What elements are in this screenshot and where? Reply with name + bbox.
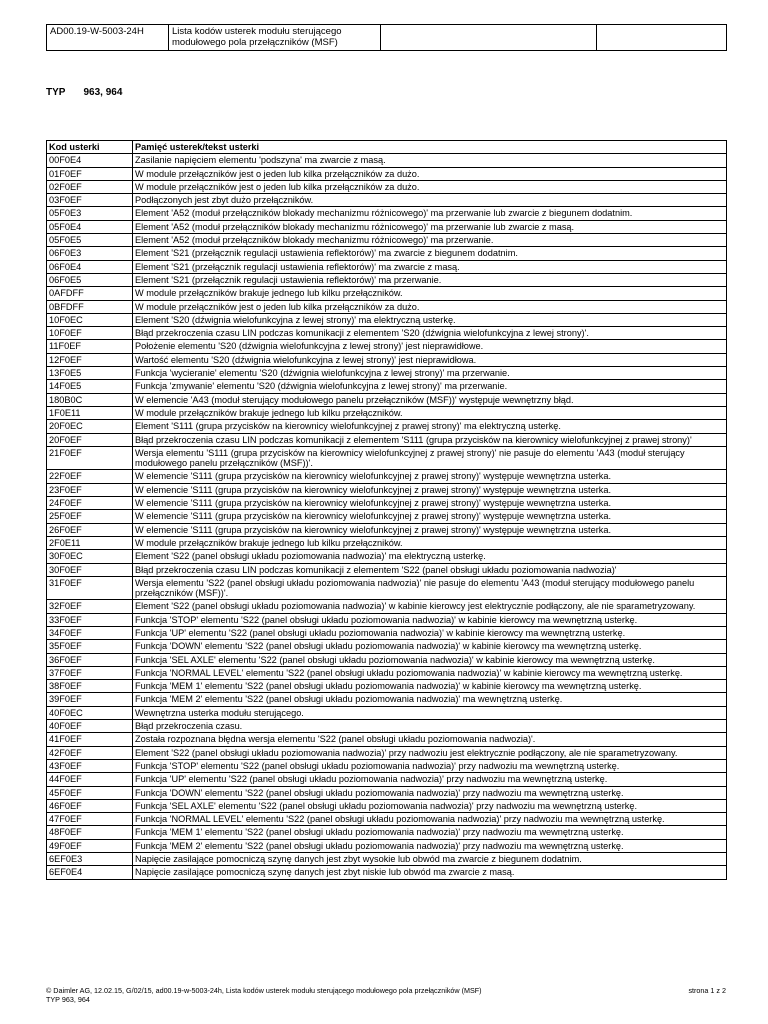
fault-description: Funkcja 'SEL AXLE' elementu 'S22 (panel obsługi układu poziomowania nadwozia)' w kabinie kierowcy ma wewnętrzną usterkę. <box>133 653 727 666</box>
table-row <box>47 653 727 666</box>
doc-title: Lista kodów usterek modułu sterującego modułowego pola przełączników (MSF) <box>169 25 381 51</box>
typ-value: 963, 964 <box>83 87 123 98</box>
fault-code: 11F0EF <box>47 340 133 353</box>
table-row <box>47 433 727 446</box>
fault-description: Została rozpoznana błędna wersja elementu 'S22 (panel obsługi układu poziomowania nadwozia)'. <box>133 733 727 746</box>
fault-code: 13F0E5 <box>47 367 133 380</box>
fault-description: W module przełączników jest o jeden lub kilka przełączników za dużo. <box>133 300 727 313</box>
table-row <box>47 600 727 613</box>
fault-code: 35F0EF <box>47 640 133 653</box>
fault-description: Funkcja 'zmywanie' elementu 'S20 (dźwignia wielofunkcyjna z lewej strony)' ma przerwanie. <box>133 380 727 393</box>
fault-code: 47F0EF <box>47 813 133 826</box>
fault-description: Funkcja 'wycieranie' elementu 'S20 (dźwignia wielofunkcyjna z lewej strony)' ma przerwanie. <box>133 367 727 380</box>
fault-code-table <box>46 140 727 880</box>
fault-description: Położenie elementu 'S20 (dźwignia wielofunkcyjna z lewej strony)' jest nieprawidłowe. <box>133 340 727 353</box>
fault-description: Element 'S20 (dźwignia wielofunkcyjna z lewej strony)' ma elektryczną usterkę. <box>133 313 727 326</box>
fault-code: 30F0EC <box>47 550 133 563</box>
table-row <box>47 746 727 759</box>
doc-id: AD00.19-W-5003-24H <box>47 25 169 51</box>
fault-code: 39F0EF <box>47 693 133 706</box>
fault-description: W elemencie 'S111 (grupa przycisków na kierownicy wielofunkcyjnej z prawej strony)' występuje wewnętrzna usterka. <box>133 470 727 483</box>
fault-code: 46F0EF <box>47 799 133 812</box>
table-row <box>47 194 727 207</box>
table-row <box>47 260 727 273</box>
fault-description: Napięcie zasilające pomocniczą szynę danych jest zbyt niskie lub obwód ma zwarcie z masą. <box>133 866 727 879</box>
fault-description: Element 'A52 (moduł przełączników blokady mechanizmu różnicowego)' ma przerwanie. <box>133 234 727 247</box>
table-row <box>47 154 727 167</box>
table-row <box>47 234 727 247</box>
fault-description: W module przełączników jest o jeden lub kilka przełączników za dużo. <box>133 167 727 180</box>
fault-description: Wewnętrzna usterka modułu sterującego. <box>133 706 727 719</box>
fault-description: W elemencie 'S111 (grupa przycisków na kierownicy wielofunkcyjnej z prawej strony)' występuje wewnętrzna usterka. <box>133 523 727 536</box>
footer-type: TYP 963, 964 <box>46 995 90 1004</box>
fault-description: Podłączonych jest zbyt dużo przełączników. <box>133 194 727 207</box>
table-row <box>47 287 727 300</box>
table-row <box>47 866 727 879</box>
fault-code: 6EF0E3 <box>47 853 133 866</box>
document-header-table <box>46 24 727 51</box>
fault-code: 38F0EF <box>47 680 133 693</box>
fault-description: Element 'S21 (przełącznik regulacji ustawienia reflektorów)' ma zwarcie z masą. <box>133 260 727 273</box>
fault-code: 26F0EF <box>47 523 133 536</box>
fault-code: 23F0EF <box>47 483 133 496</box>
table-row <box>47 327 727 340</box>
table-row <box>47 759 727 772</box>
fault-code: 41F0EF <box>47 733 133 746</box>
header-empty-cell <box>597 25 727 51</box>
fault-code: 10F0EC <box>47 313 133 326</box>
fault-description: Wartość elementu 'S20 (dźwignia wielofunkcyjna z lewej strony)' jest nieprawidłowa. <box>133 353 727 366</box>
fault-code: 06F0E4 <box>47 260 133 273</box>
table-row <box>47 563 727 576</box>
fault-description: Funkcja 'DOWN' elementu 'S22 (panel obsługi układu poziomowania nadwozia)' w kabinie kierowcy ma wewnętrzną usterkę. <box>133 640 727 653</box>
fault-code: 21F0EF <box>47 446 133 470</box>
header-empty-cell <box>381 25 597 51</box>
table-row <box>47 340 727 353</box>
table-row <box>47 180 727 193</box>
model-type <box>46 87 122 98</box>
fault-code: 36F0EF <box>47 653 133 666</box>
table-row <box>47 613 727 626</box>
fault-description: Błąd przekroczenia czasu LIN podczas komunikacji z elementem 'S111 (grupa przycisków na kierownicy wielofunkcyjnej z prawej strony)' <box>133 433 727 446</box>
fault-code: 32F0EF <box>47 600 133 613</box>
table-row <box>47 839 727 852</box>
fault-description: Element 'A52 (moduł przełączników blokady mechanizmu różnicowego)' ma przerwanie lub zwarcie z masą. <box>133 220 727 233</box>
table-row <box>47 510 727 523</box>
table-row <box>47 483 727 496</box>
fault-description: W elemencie 'A43 (moduł sterujący modułowego panelu przełączników (MSF))' występuje wewnętrzny błąd. <box>133 393 727 406</box>
table-row <box>47 313 727 326</box>
typ-label: TYP <box>46 87 66 98</box>
table-row <box>47 380 727 393</box>
column-header-text: Pamięć usterek/tekst usterki <box>133 141 727 154</box>
table-row <box>47 786 727 799</box>
table-row <box>47 680 727 693</box>
table-row <box>47 523 727 536</box>
table-row <box>47 207 727 220</box>
fault-description: W module przełączników brakuje jednego lub kilku przełączników. <box>133 287 727 300</box>
fault-code: 1F0E11 <box>47 406 133 419</box>
table-header-row <box>47 141 727 154</box>
fault-description: W module przełączników brakuje jednego lub kilku przełączników. <box>133 536 727 549</box>
fault-code: 45F0EF <box>47 786 133 799</box>
fault-description: Funkcja 'NORMAL LEVEL' elementu 'S22 (panel obsługi układu poziomowania nadwozia)' przy nadwoziu ma wewnętrzną usterkę. <box>133 813 727 826</box>
table-row <box>47 720 727 733</box>
table-row <box>47 220 727 233</box>
fault-code: 20F0EF <box>47 433 133 446</box>
fault-code: 44F0EF <box>47 773 133 786</box>
fault-code: 43F0EF <box>47 759 133 772</box>
fault-code: 37F0EF <box>47 666 133 679</box>
fault-description: Napięcie zasilające pomocniczą szynę danych jest zbyt wysokie lub obwód ma zwarcie z biegunem dodatnim. <box>133 853 727 866</box>
fault-code: 05F0E3 <box>47 207 133 220</box>
fault-description: W module przełączników brakuje jednego lub kilku przełączników. <box>133 406 727 419</box>
fault-code: 25F0EF <box>47 510 133 523</box>
fault-description: Funkcja 'STOP' elementu 'S22 (panel obsługi układu poziomowania nadwozia)' w kabinie kierowcy ma wewnętrzną usterkę. <box>133 613 727 626</box>
header-row <box>47 25 727 51</box>
fault-description: Funkcja 'NORMAL LEVEL' elementu 'S22 (panel obsługi układu poziomowania nadwozia)' w kabinie kierowcy ma wewnętrzną usterkę. <box>133 666 727 679</box>
fault-description: W elemencie 'S111 (grupa przycisków na kierownicy wielofunkcyjnej z prawej strony)' występuje wewnętrzna usterka. <box>133 483 727 496</box>
table-row <box>47 813 727 826</box>
table-row <box>47 497 727 510</box>
table-row <box>47 420 727 433</box>
fault-code: 06F0E3 <box>47 247 133 260</box>
fault-description: Element 'S21 (przełącznik regulacji ustawienia reflektorów)' ma zwarcie z biegunem dodatnim. <box>133 247 727 260</box>
fault-description: Funkcja 'STOP' elementu 'S22 (panel obsługi układu poziomowania nadwozia)' przy nadwoziu ma wewnętrzną usterkę. <box>133 759 727 772</box>
fault-description: Element 'S22 (panel obsługi układu poziomowania nadwozia)' w kabinie kierowcy jest elektrycznie podłączony, ale nie sparametryzowany. <box>133 600 727 613</box>
fault-description: Element 'S22 (panel obsługi układu poziomowania nadwozia)' ma elektryczną usterkę. <box>133 550 727 563</box>
fault-code: 00F0E4 <box>47 154 133 167</box>
fault-code: 2F0E11 <box>47 536 133 549</box>
fault-description: Błąd przekroczenia czasu LIN podczas komunikacji z elementem 'S22 (panel obsługi układu poziomowania nadwozia)' <box>133 563 727 576</box>
fault-code: 0AFDFF <box>47 287 133 300</box>
fault-description: Element 'S111 (grupa przycisków na kierownicy wielofunkcyjnej z prawej strony)' ma elektryczną usterkę. <box>133 420 727 433</box>
table-row <box>47 446 727 470</box>
fault-description: Wersja elementu 'S22 (panel obsługi układu poziomowania nadwozia)' nie pasuje do elementu 'A43 (moduł sterujący modułowego panelu przełączników (MSF))'. <box>133 576 727 600</box>
fault-code: 42F0EF <box>47 746 133 759</box>
table-row <box>47 853 727 866</box>
table-row <box>47 393 727 406</box>
table-row <box>47 470 727 483</box>
fault-description: Funkcja 'MEM 2' elementu 'S22 (panel obsługi układu poziomowania nadwozia)' ma wewnętrzną usterkę. <box>133 693 727 706</box>
table-row <box>47 576 727 600</box>
page-number: strona 1 z 2 <box>688 986 726 995</box>
fault-code: 02F0EF <box>47 180 133 193</box>
fault-code: 05F0E4 <box>47 220 133 233</box>
fault-description: W module przełączników jest o jeden lub kilka przełączników za dużo. <box>133 180 727 193</box>
fault-code: 05F0E5 <box>47 234 133 247</box>
table-row <box>47 367 727 380</box>
fault-code: 10F0EF <box>47 327 133 340</box>
fault-description: Funkcja 'MEM 2' elementu 'S22 (panel obsługi układu poziomowania nadwozia)' przy nadwoziu ma wewnętrzną usterkę. <box>133 839 727 852</box>
fault-code: 180B0C <box>47 393 133 406</box>
fault-code: 0BFDFF <box>47 300 133 313</box>
fault-code: 31F0EF <box>47 576 133 600</box>
table-row <box>47 640 727 653</box>
table-row <box>47 706 727 719</box>
fault-description: Element 'A52 (moduł przełączników blokady mechanizmu różnicowego)' ma przerwanie lub zwarcie z biegunem dodatnim. <box>133 207 727 220</box>
fault-code: 30F0EF <box>47 563 133 576</box>
table-row <box>47 773 727 786</box>
fault-description: Zasilanie napięciem elementu 'podszyna' ma zwarcie z masą. <box>133 154 727 167</box>
fault-description: Funkcja 'MEM 1' elementu 'S22 (panel obsługi układu poziomowania nadwozia)' przy nadwoziu ma wewnętrzną usterkę. <box>133 826 727 839</box>
column-header-code: Kod usterki <box>47 141 133 154</box>
fault-description: W elemencie 'S111 (grupa przycisków na kierownicy wielofunkcyjnej z prawej strony)' występuje wewnętrzna usterka. <box>133 497 727 510</box>
table-row <box>47 406 727 419</box>
fault-description: Funkcja 'SEL AXLE' elementu 'S22 (panel obsługi układu poziomowania nadwozia)' przy nadwoziu ma wewnętrzną usterkę. <box>133 799 727 812</box>
fault-code: 48F0EF <box>47 826 133 839</box>
table-row <box>47 693 727 706</box>
table-row <box>47 666 727 679</box>
table-row <box>47 799 727 812</box>
fault-code: 01F0EF <box>47 167 133 180</box>
page-footer <box>46 986 726 1004</box>
fault-description: Funkcja 'UP' elementu 'S22 (panel obsługi układu poziomowania nadwozia)' przy nadwoziu ma wewnętrzną usterkę. <box>133 773 727 786</box>
table-row <box>47 247 727 260</box>
table-row <box>47 626 727 639</box>
fault-code-rows <box>47 154 727 879</box>
fault-code: 14F0E5 <box>47 380 133 393</box>
fault-code: 24F0EF <box>47 497 133 510</box>
footer-copyright: © Daimler AG, 12.02.15, G/02/15, ad00.19-w-5003-24h, Lista kodów usterek modułu sterującego modułowego pola przełączników (MSF) <box>46 986 482 995</box>
fault-description: Element 'S21 (przełącznik regulacji ustawienia reflektorów)' ma przerwanie. <box>133 273 727 286</box>
table-row <box>47 536 727 549</box>
fault-description: Funkcja 'UP' elementu 'S22 (panel obsługi układu poziomowania nadwozia)' w kabinie kierowcy ma wewnętrzną usterkę. <box>133 626 727 639</box>
fault-description: Błąd przekroczenia czasu LIN podczas komunikacji z elementem 'S20 (dźwignia wielofunkcyjna z lewej strony)'. <box>133 327 727 340</box>
fault-code: 33F0EF <box>47 613 133 626</box>
fault-code: 49F0EF <box>47 839 133 852</box>
table-row <box>47 300 727 313</box>
fault-description: Funkcja 'MEM 1' elementu 'S22 (panel obsługi układu poziomowania nadwozia)' w kabinie kierowcy ma wewnętrzną usterkę. <box>133 680 727 693</box>
fault-code: 12F0EF <box>47 353 133 366</box>
table-row <box>47 826 727 839</box>
fault-code: 6EF0E4 <box>47 866 133 879</box>
fault-description: Element 'S22 (panel obsługi układu poziomowania nadwozia)' przy nadwoziu jest elektrycznie podłączony, ale nie sparametryzowany. <box>133 746 727 759</box>
fault-code: 20F0EC <box>47 420 133 433</box>
table-row <box>47 550 727 563</box>
fault-description: Błąd przekroczenia czasu. <box>133 720 727 733</box>
fault-code: 40F0EC <box>47 706 133 719</box>
fault-description: Wersja elementu 'S111 (grupa przycisków na kierownicy wielofunkcyjnej z prawej strony)' nie pasuje do elementu 'A43 (moduł sterujący modułowego panelu przełączników (MSF))'. <box>133 446 727 470</box>
fault-description: W elemencie 'S111 (grupa przycisków na kierownicy wielofunkcyjnej z prawej strony)' występuje wewnętrzna usterka. <box>133 510 727 523</box>
fault-code: 40F0EF <box>47 720 133 733</box>
table-row <box>47 353 727 366</box>
fault-code: 06F0E5 <box>47 273 133 286</box>
fault-code: 34F0EF <box>47 626 133 639</box>
table-row <box>47 167 727 180</box>
fault-code: 03F0EF <box>47 194 133 207</box>
fault-description: Funkcja 'DOWN' elementu 'S22 (panel obsługi układu poziomowania nadwozia)' przy nadwoziu ma wewnętrzną usterkę. <box>133 786 727 799</box>
table-row <box>47 733 727 746</box>
table-row <box>47 273 727 286</box>
fault-code: 22F0EF <box>47 470 133 483</box>
